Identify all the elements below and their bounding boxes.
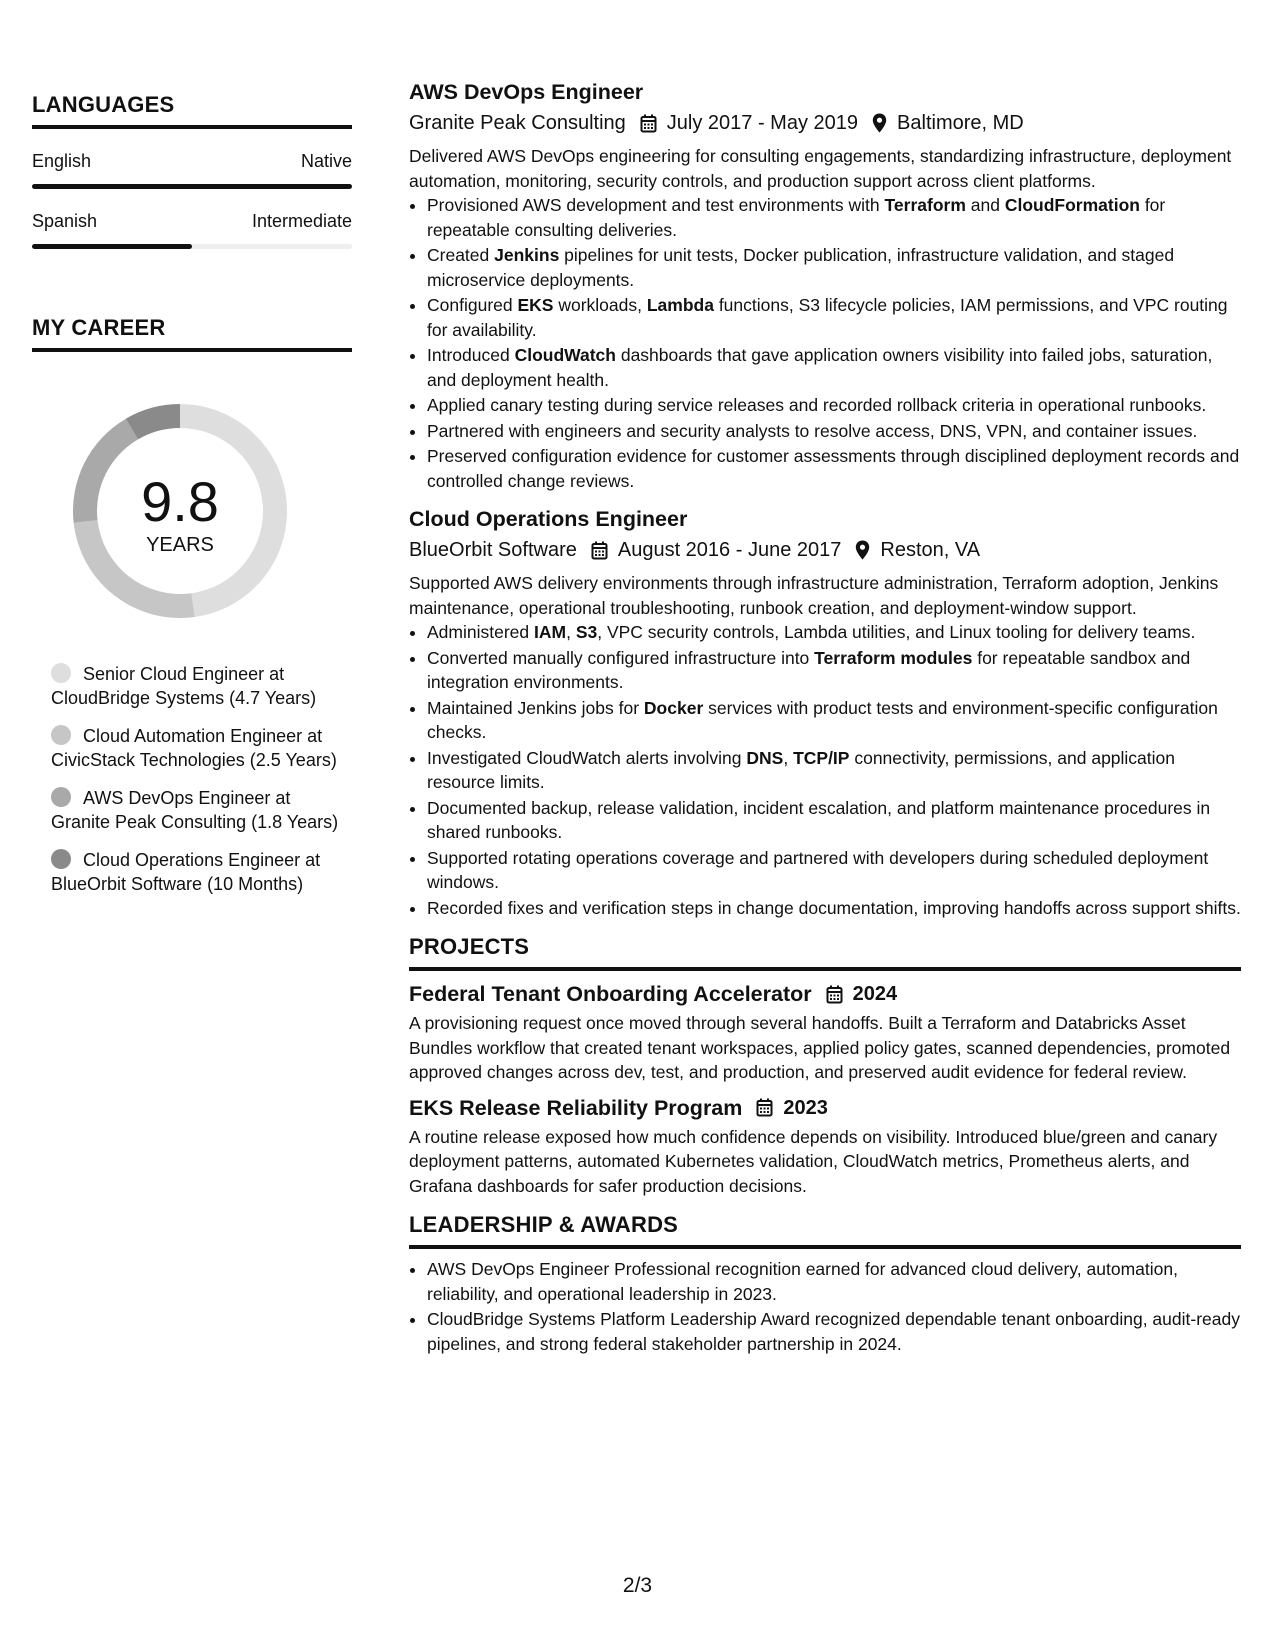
awards-list: [409, 1257, 1241, 1356]
projects-heading: PROJECTS: [409, 934, 1241, 971]
language-row: [32, 211, 352, 232]
job-title: Cloud Operations Engineer: [409, 507, 688, 531]
job-location: Baltimore, MD: [897, 112, 1024, 134]
job-bullet: • Configured EKS workloads, Lambda functions, S3 lifecycle policies, IAM permissions, and VPC routing for availability.: [427, 293, 1241, 342]
job-bullets: [409, 620, 1241, 920]
language-name: English: [32, 151, 92, 171]
career-legend-item: [51, 662, 341, 710]
location-pin-icon: [855, 540, 870, 560]
job-location: Reston, VA: [880, 539, 981, 561]
keyword-highlight: S3: [575, 622, 598, 642]
job-summary: Supported AWS delivery environments through infrastructure administration, Terraform adoption, Jenkins maintenance, operational troubleshooting, runbook creation, and deployment-window support.: [409, 573, 1219, 618]
keyword-highlight: DNS: [746, 747, 784, 768]
legend-dot: [51, 725, 71, 745]
project-header: [409, 981, 1241, 1007]
keyword-highlight: Terraform modules: [814, 647, 973, 668]
job-dates: August 2016 - June 2017: [617, 539, 842, 561]
language-proficiency-fill: [32, 244, 192, 249]
keyword-highlight: TCP/IP: [793, 747, 850, 768]
job-bullet: • Applied canary testing during service releases and recorded rollback criteria in operational runbooks.: [427, 393, 1241, 418]
job-dates: July 2017 - May 2019: [666, 112, 859, 134]
job-bullet: • Supported rotating operations coverage and partnered with developers during scheduled deployment windows.: [427, 846, 1241, 895]
award-item: • CloudBridge Systems Platform Leadership Award recognized dependable tenant onboarding, audit-ready pipelines, and strong federal stakeholder partnership in 2024.: [427, 1307, 1241, 1356]
language-level: Native: [300, 151, 352, 171]
calendar-icon: [591, 541, 608, 560]
legend-dot: [51, 663, 71, 683]
project-year: 2024: [852, 983, 898, 1005]
career-heading: MY CAREER: [32, 315, 352, 352]
language-item: [32, 151, 352, 189]
language-proficiency-bar: [32, 244, 352, 249]
keyword-highlight: CloudFormation: [1004, 195, 1140, 215]
project-entry: [409, 1095, 1241, 1199]
keyword-highlight: Lambda: [646, 295, 714, 315]
calendar-icon: [640, 114, 657, 133]
language-level: Intermediate: [251, 211, 352, 231]
languages-list: [32, 151, 352, 249]
career-legend-item: [51, 848, 341, 896]
legend-dot: [51, 849, 71, 869]
job-company: Granite Peak Consulting: [409, 112, 626, 134]
job-bullet: • Converted manually configured infrastructure into Terraform modules for repeatable sandbox and integration environments.: [427, 646, 1241, 695]
job-bullet: • Documented backup, release validation, incident escalation, and platform maintenance procedures in shared runbooks.: [427, 796, 1241, 845]
languages-heading: LANGUAGES: [32, 92, 352, 129]
job-bullet: • Introduced CloudWatch dashboards that gave application owners visibility into failed jobs, saturation, and deployment health.: [427, 343, 1241, 392]
main-content: [409, 78, 1241, 1357]
job-title: AWS DevOps Engineer: [409, 80, 644, 104]
job-entry: [409, 505, 1241, 920]
page-number: 2/3: [622, 1574, 653, 1597]
award-item: • AWS DevOps Engineer Professional recognition earned for advanced cloud delivery, automation, reliability, and operational leadership in 2023.: [427, 1257, 1241, 1306]
keyword-highlight: Docker: [643, 697, 704, 718]
project-entry: [409, 981, 1241, 1085]
job-meta: [409, 537, 1241, 563]
job-summary: Delivered AWS DevOps engineering for consulting engagements, standardizing infrastructure, deployment automation, monitoring, security controls, and production support across client platforms.: [409, 146, 1232, 191]
location-pin-icon: [872, 113, 887, 133]
legend-dot: [51, 787, 71, 807]
job-bullet: • Maintained Jenkins jobs for Docker services with product tests and environment-specific configuration checks.: [427, 696, 1241, 745]
job-company: BlueOrbit Software: [409, 539, 577, 561]
language-name: Spanish: [32, 211, 98, 231]
job-bullets: [409, 193, 1241, 493]
legend-label: Senior Cloud Engineer at CloudBridge Systems (4.7 Years): [51, 664, 317, 708]
keyword-highlight: Terraform: [884, 195, 966, 215]
career-total-unit: YEARS: [146, 534, 214, 556]
job-bullet: • Provisioned AWS development and test environments with Terraform and CloudFormation for repeatable consulting deliveries.: [427, 193, 1241, 242]
language-row: [32, 151, 352, 172]
language-proficiency-bar: [32, 184, 352, 189]
keyword-highlight: EKS: [517, 295, 554, 315]
experience-list: [409, 78, 1241, 920]
project-title: EKS Release Reliability Program: [409, 1095, 743, 1120]
calendar-icon: [826, 985, 843, 1004]
job-meta: [409, 110, 1241, 136]
projects-list: [409, 981, 1241, 1198]
project-description: A routine release exposed how much confidence depends on visibility. Introduced blue/green and canary deployment patterns, automated Kubernetes validation, CloudWatch metrics, Prometheus alerts, and Grafana dashboards for safer production decisions.: [409, 1126, 1218, 1196]
job-bullet: • Partnered with engineers and security analysts to resolve access, DNS, VPN, and container issues.: [427, 419, 1241, 444]
career-legend-item: [51, 786, 341, 834]
project-description: A provisioning request once moved through several handoffs. Built a Terraform and Databricks Asset Bundles workflow that created tenant workspaces, applied policy gates, scanned dependencies, promoted approved changes across dev, test, and production, and preserved audit evidence for federal review.: [409, 1013, 1231, 1082]
legend-label: AWS DevOps Engineer at Granite Peak Consulting (1.8 Years): [51, 788, 339, 832]
sidebar: [32, 92, 352, 910]
job-bullet: • Recorded fixes and verification steps in change documentation, improving handoffs across support shifts.: [427, 896, 1241, 921]
language-proficiency-fill: [32, 184, 352, 189]
keyword-highlight: Jenkins: [494, 245, 560, 265]
career-total-years: 9.8: [141, 470, 219, 533]
language-item: [32, 211, 352, 249]
keyword-highlight: IAM: [534, 622, 567, 642]
project-year: 2023: [783, 1096, 828, 1119]
career-donut-center: [65, 396, 295, 626]
job-bullet: • Investigated CloudWatch alerts involving DNS, TCP/IP connectivity, permissions, and application resource limits.: [427, 746, 1241, 795]
keyword-highlight: CloudWatch: [514, 345, 616, 365]
career-legend: [51, 662, 341, 896]
career-legend-item: [51, 724, 341, 772]
job-entry: [409, 78, 1241, 493]
awards-heading: LEADERSHIP & AWARDS: [409, 1212, 1241, 1249]
job-bullet: • Created Jenkins pipelines for unit tests, Docker publication, infrastructure validation, and staged microservice deployments.: [427, 243, 1241, 292]
job-bullet: • Administered IAM, S3, VPC security controls, Lambda utilities, and Linux tooling for delivery teams.: [427, 620, 1241, 645]
calendar-icon: [756, 1098, 773, 1117]
legend-label: Cloud Automation Engineer at CivicStack Technologies (2.5 Years): [51, 726, 337, 770]
job-bullet: • Preserved configuration evidence for customer assessments through disciplined deployment records and controlled change reviews.: [427, 444, 1241, 493]
project-title: Federal Tenant Onboarding Accelerator: [409, 982, 812, 1006]
career-donut-chart: [65, 396, 295, 626]
legend-label: Cloud Operations Engineer at BlueOrbit Software (10 Months): [51, 850, 321, 894]
project-header: [409, 1095, 1241, 1121]
